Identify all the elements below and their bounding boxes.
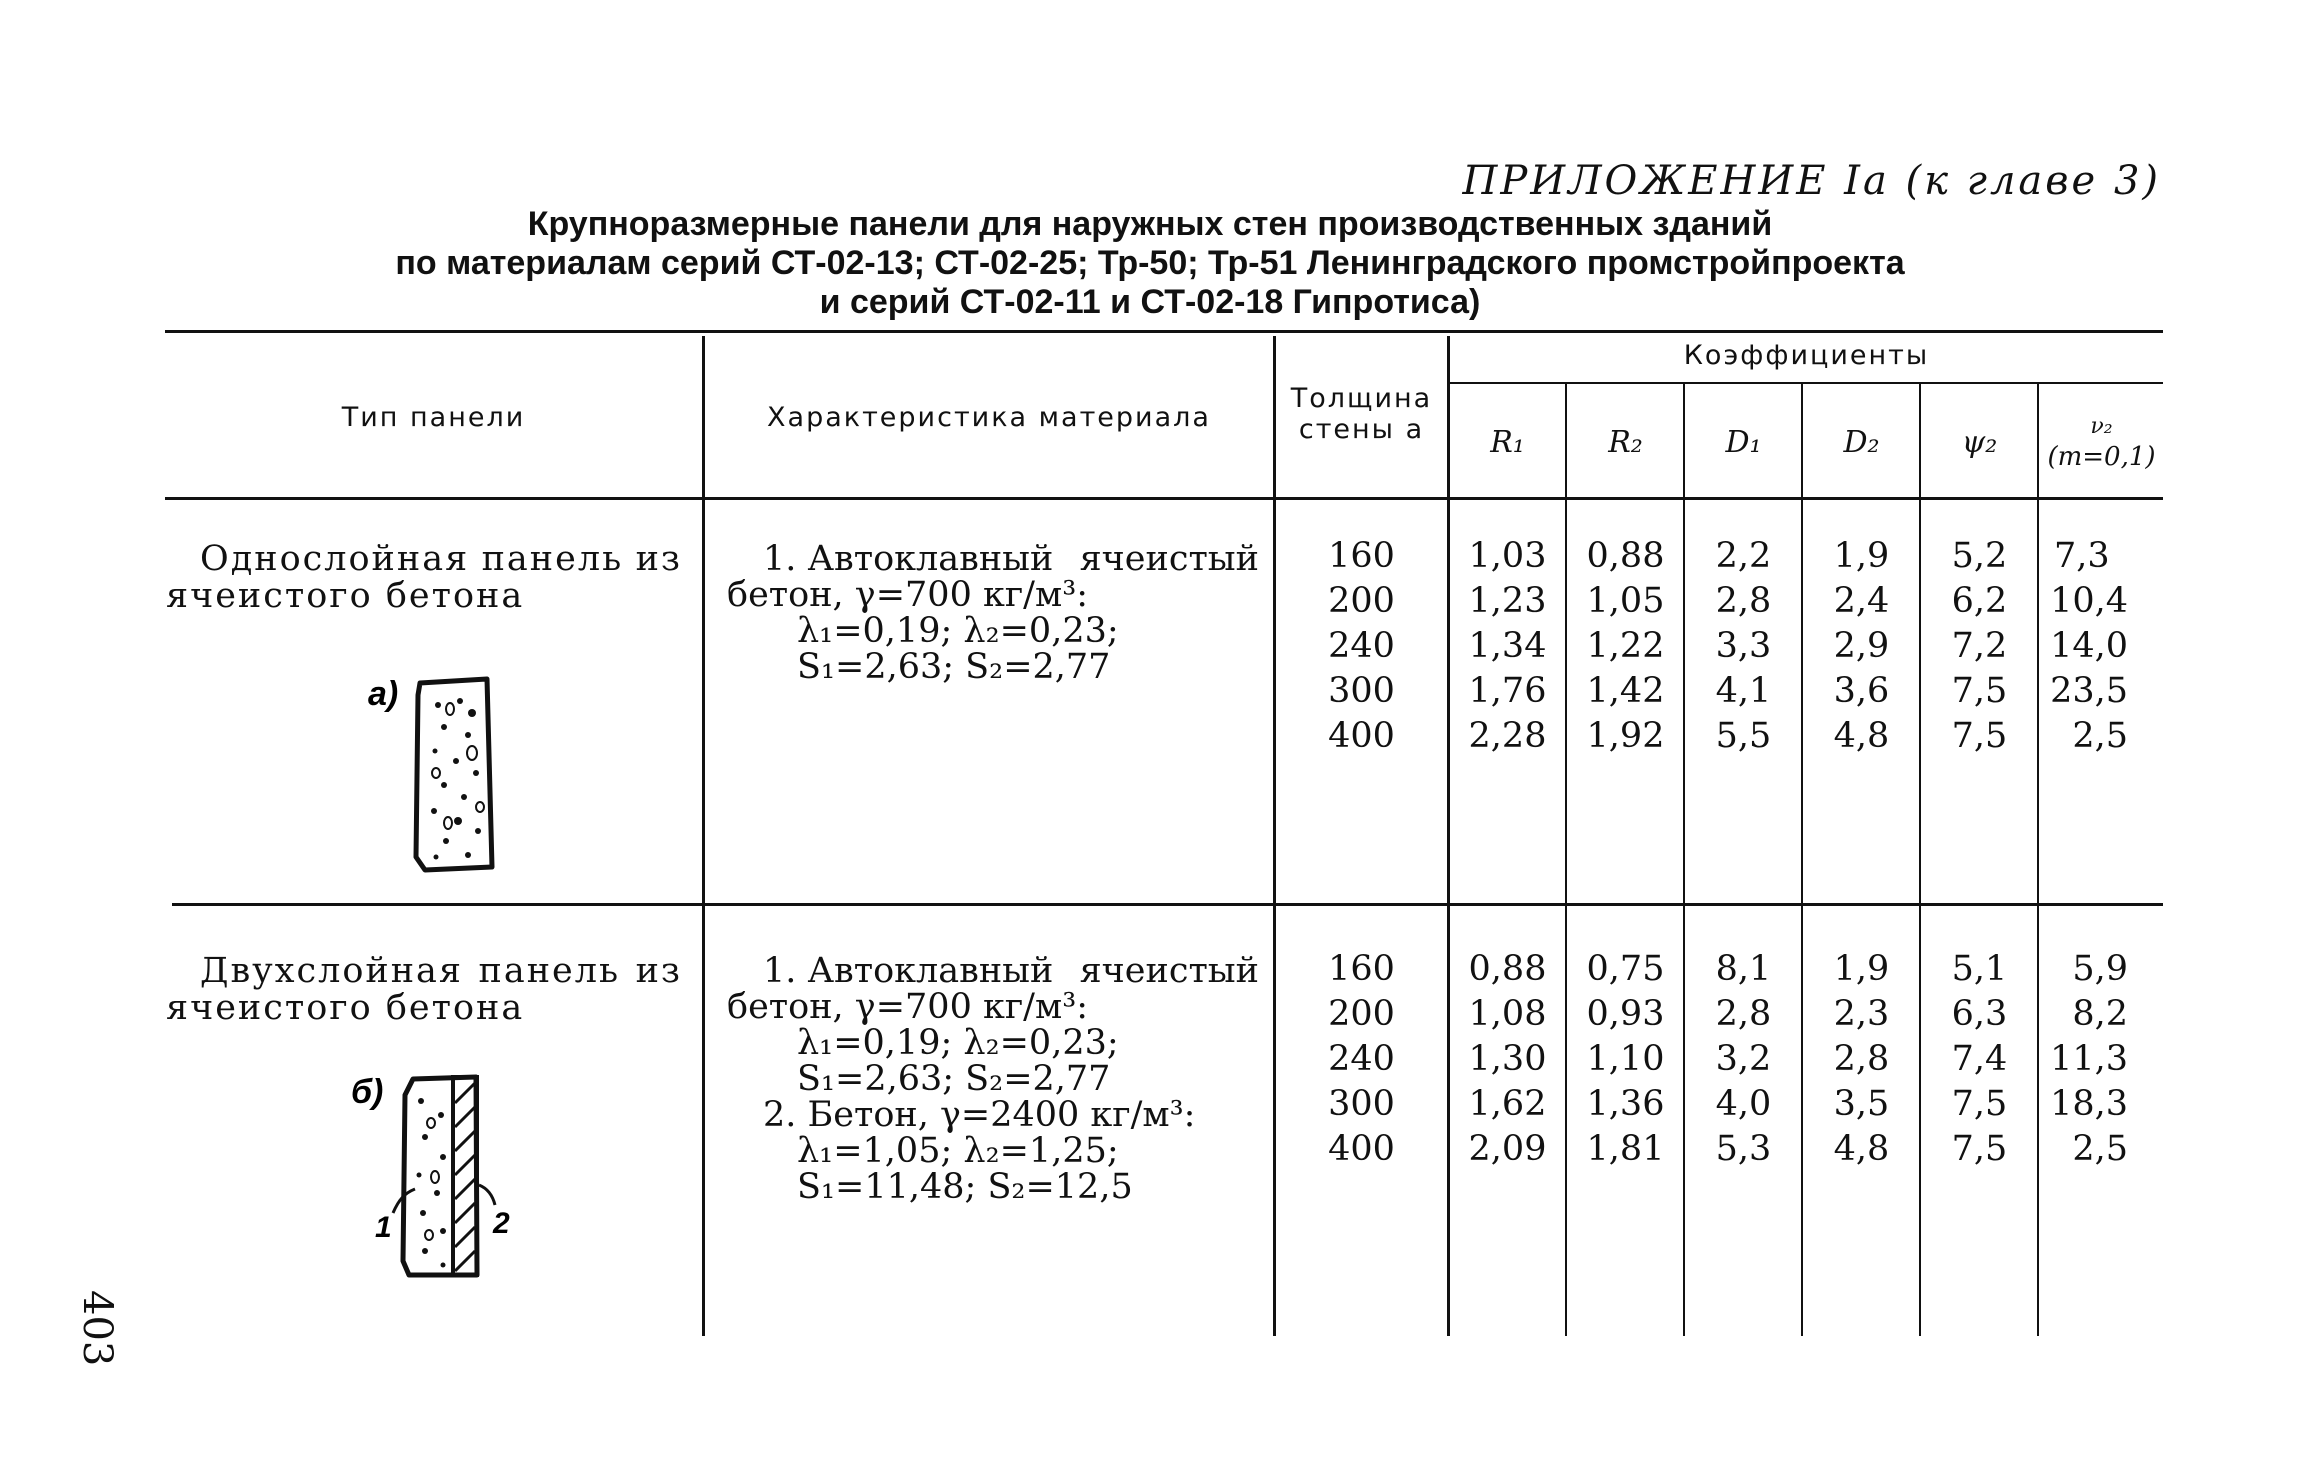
header-nu2-symbol: ν₂ bbox=[2090, 414, 2113, 439]
row2-nu2: 5,9 8,2 11,3 18,3 2,5 bbox=[2050, 949, 2128, 1169]
figure-label-a: а) bbox=[368, 675, 399, 713]
header-nu2 bbox=[2040, 412, 2163, 472]
title-line-2: по материалам серий СТ-02-13; СТ-02-25; Тр-50; Тр-51 Ленинградского промстройпроекта bbox=[395, 244, 1905, 282]
header-nu2-subtitle: (m=0,1) bbox=[2047, 442, 2156, 472]
page-number: 403 bbox=[74, 1290, 120, 1367]
row1-r1: 1,03 1,23 1,34 1,76 2,28 bbox=[1468, 536, 1547, 756]
row1-thickness: 160 200 240 300 400 bbox=[1328, 536, 1395, 756]
row1-nu2: 7,3 10,4 14,0 23,5 2,5 bbox=[2050, 536, 2128, 756]
col-divider-2 bbox=[1273, 336, 1276, 1336]
row1-material: 1. Автоклавный ячеистый бетон, γ=700 кг/м³: λ₁=0,19; λ₂=0,23; S₁=2,63; S₂=2,77 bbox=[727, 539, 1259, 687]
header-coefficients: Коэффициенты bbox=[1683, 340, 1930, 371]
title-line-1: Крупноразмерные панели для наружных стен производственных зданий bbox=[527, 205, 1773, 243]
col-divider-6 bbox=[1801, 384, 1803, 1336]
row1-d1: 2,2 2,8 3,3 4,1 5,5 bbox=[1715, 536, 1772, 756]
col-divider-4 bbox=[1565, 384, 1567, 1336]
aerated-concrete-hatch bbox=[417, 1098, 447, 1268]
col-divider-5 bbox=[1683, 384, 1685, 1336]
row2-d1: 8,1 2,8 3,2 4,0 5,3 bbox=[1715, 949, 1772, 1169]
col-divider-3 bbox=[1447, 336, 1450, 1336]
row2-psi2: 5,1 6,3 7,4 7,5 7,5 bbox=[1951, 949, 2008, 1169]
aerated-concrete-hatch bbox=[431, 698, 481, 860]
figure-label-layer-2: 2 bbox=[493, 1207, 510, 1240]
coefficients-rule bbox=[1450, 382, 2163, 384]
row-separator-rule bbox=[172, 903, 2163, 906]
row2-r1: 0,88 1,08 1,30 1,62 2,09 bbox=[1468, 949, 1547, 1169]
table-top-rule bbox=[165, 330, 2163, 333]
row2-thickness: 160 200 240 300 400 bbox=[1328, 949, 1395, 1169]
header-thickness-line-1: Толщина bbox=[1290, 383, 1433, 414]
header-panel-type: Тип панели bbox=[341, 402, 526, 433]
table-title bbox=[160, 205, 2140, 322]
header-r1: R₁ bbox=[1490, 425, 1525, 460]
row1-d2: 1,9 2,4 2,9 3,6 4,8 bbox=[1833, 536, 1890, 756]
row1-panel-type: Однослойная панель из ячеистого бетона bbox=[166, 539, 682, 616]
row2-panel-type: Двухслойная панель из ячеистого бетона bbox=[166, 951, 682, 1028]
header-r2: R₂ bbox=[1608, 425, 1643, 460]
concrete-hatch bbox=[455, 1083, 475, 1271]
figure-label-layer-1: 1 bbox=[375, 1211, 392, 1244]
panel-a-figure bbox=[360, 665, 500, 875]
title-line-3: и серий СТ-02-11 и СТ-02-18 Гипротиса) bbox=[819, 283, 1481, 321]
col-divider-1 bbox=[702, 336, 705, 1336]
row1-r2: 0,88 1,05 1,22 1,42 1,92 bbox=[1586, 536, 1665, 756]
figure-label-b: б) bbox=[351, 1073, 384, 1111]
panel-b-figure bbox=[345, 1065, 525, 1290]
header-thickness bbox=[1276, 383, 1447, 445]
header-psi2: ψ₂ bbox=[1961, 425, 1998, 460]
row2-d2: 1,9 2,3 2,8 3,5 4,8 bbox=[1833, 949, 1890, 1169]
col-divider-8 bbox=[2037, 384, 2039, 1336]
header-d1: D₁ bbox=[1725, 425, 1762, 460]
appendix-label: ПРИЛОЖЕНИЕ Iа (к главе 3) bbox=[1462, 158, 2161, 204]
header-d2: D₂ bbox=[1843, 425, 1880, 460]
row2-r2: 0,75 0,93 1,10 1,36 1,81 bbox=[1586, 949, 1665, 1169]
header-material: Характеристика материала bbox=[767, 402, 1211, 433]
header-bottom-rule bbox=[165, 497, 2163, 500]
col-divider-7 bbox=[1919, 384, 1921, 1336]
row2-material: 1. Автоклавный ячеистый бетон, γ=700 кг/м³: λ₁=0,19; λ₂=0,23; S₁=2,63; S₂=2,77 2. Бетон, γ=2400 кг/м³: λ₁=1,05; λ₂=1,25; S₁=11,48; S₂=12,5 bbox=[727, 951, 1259, 1207]
row1-psi2: 5,2 6,2 7,2 7,5 7,5 bbox=[1951, 536, 2008, 756]
header-thickness-line-2: стены a bbox=[1298, 414, 1425, 445]
